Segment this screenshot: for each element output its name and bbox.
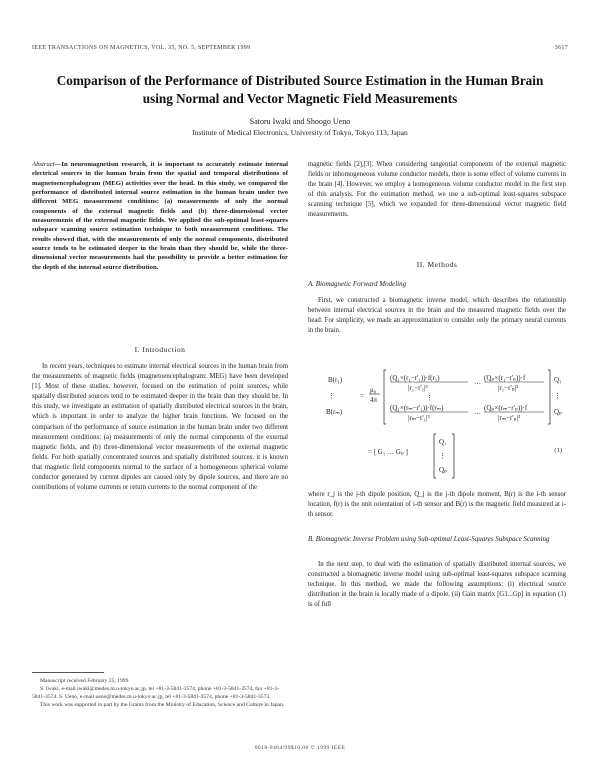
footnote-rule <box>32 672 288 673</box>
intro-heading: I. Introduction <box>134 345 186 354</box>
methods-heading: II. Methods <box>416 260 458 269</box>
equation-graphic <box>308 362 566 484</box>
paper-title: Comparison of the Performance of Distributed Source Estimation in the Human Brain using Normal and Vector Magnetic Field Measurements <box>56 73 544 106</box>
svg-text:|r₁−r'ₚ|³: |r₁−r'ₚ|³ <box>498 384 519 392</box>
svg-text:…: … <box>474 378 481 386</box>
svg-text:B(rₘ): B(rₘ) <box>326 408 343 416</box>
footnote-contact: S. Iwaki, e-mail iwaki@medes.m.u-tokyo.ac.jp, tel +81-3-5841-3574, phone +81-3-5841-3574, fax +81-3-5841-3574. S. Ueno, e-mail ueno@medes.m.u-tokyo.ac.jp, tel +81-3-5841-3574, phone +81-3-5841-3573. <box>32 686 279 701</box>
svg-text:…: … <box>474 408 481 416</box>
subsection-b-paragraph: In the next step, to deal with the estimation of spatially distributed internal sources, we constructed a biomagnetic inverse model using sub-optimal least-squares subspace scanning technique. In this method, we made the following assumptions: (i) electrical source distribution in the brain is locally made of a dipole, (ii) Gain matrix [G1...Gp] in equation (1) is of full <box>308 561 566 609</box>
intro-continued <box>308 160 566 221</box>
svg-text:⋮: ⋮ <box>439 452 446 460</box>
affiliation: Institute of Medical Electronics, University of Tokyo, Tokyo 113, Japan <box>192 128 408 137</box>
intro-continued-paragraph: magnetic fields [2],[3]. When considering tangential components of the external magnetic fields or inhomogeneous volume conductor models, there is some effect of volume currents in the brain [4]. However, we employ a homogeneous volume conductor model in the first step of this analysis. For the estimation method, we use a sub-optimal least-squares subspace scanning technique [5], which we expanded for three-dimensional vector magnetic field measurements. <box>308 161 566 219</box>
svg-text:(Q₁×(r₁−r'₁))·f(r₁): (Q₁×(r₁−r'₁))·f(r₁) <box>390 374 440 382</box>
subsection-a-body <box>308 296 566 336</box>
svg-text:(Qₚ×(r₁−r'ₚ))·f: (Qₚ×(r₁−r'ₚ))·f <box>484 374 526 382</box>
svg-text:Qₚ: Qₚ <box>554 408 563 416</box>
footnotes <box>32 677 288 709</box>
subsection-b-heading: B. Biomagnetic Inverse Problem using Sub-optimal Least-Squares Subspace Scanning <box>308 535 550 543</box>
svg-text:|rₘ−r'₁|³: |rₘ−r'₁|³ <box>408 414 430 422</box>
copyright-footer: 0018-9464/99$10.00 © 1999 IEEE <box>254 745 346 751</box>
subsection-a-paragraph: First, we constructed a biomagnetic inverse model, which describes the relationship between internal electrical sources in the brain and the measured magnetic fields over the head. For simplicity, we made an approximation to consider only the primary neural currents in the brain. <box>308 297 566 335</box>
svg-text:(Q₁×(rₘ−r'₁))·f(rₘ): (Q₁×(rₘ−r'₁))·f(rₘ) <box>390 404 444 412</box>
abstract-lead: Abstract <box>32 161 55 168</box>
svg-text:⋮: ⋮ <box>426 394 433 402</box>
subsection-b-body <box>308 560 566 610</box>
svg-text:B(r₁): B(r₁) <box>328 376 343 384</box>
svg-text:|r₁−r'₁|³: |r₁−r'₁|³ <box>408 384 428 392</box>
intro-body <box>32 362 288 493</box>
running-header <box>32 45 568 57</box>
svg-text:Q₁: Q₁ <box>554 376 562 384</box>
journal-citation: IEEE TRANSACTIONS ON MAGNETICS, VOL. 35, NO. 5, SEPTEMBER 1999 <box>32 45 251 51</box>
svg-text:Qₚ: Qₚ <box>439 466 448 474</box>
abstract <box>32 160 288 272</box>
equation-number: (1) <box>554 447 562 454</box>
intro-paragraph: In recent years, techniques to estimate internal electrical sources in the human brain from the measurements of magnetic fields (magnetoencephalogram: MEG) have been developed [1]. Most of these studies, however, focused on the estimation of point sources, while spatially distributed sources tend to be estimated deeper in the brain than they should be. In this study, we investigate an estimation of spatially distributed electrical sources in the brain, which is important in order to analyze the higher brain functions. We focused on the comparison of the performance of source estimation in the human brain under two different measurement conditions: (a) measurements of only the normal components of the external magnetic fields, and (b) three-dimensional vector measurements of the external magnetic fields. For both spatially concentrated sources and spatially distributed sources, it is known that magnetic field components normal to the surface of a homogeneous spherical volume conductor generated by current dipoles are caused only by dipole sources, and there are no contributions of volume currents or return currents to the normal component of the <box>32 363 288 492</box>
svg-text:⋮: ⋮ <box>554 392 561 400</box>
authors: Satoru Iwaki and Shoogo Ueno <box>249 117 351 126</box>
svg-text:Q₁: Q₁ <box>439 438 447 446</box>
subsection-a-heading: A. Biomagnetic Forward Modeling <box>308 280 407 288</box>
equation-explanation-text: where r_j is the j-th dipole position, Q_j is the j-th dipole moment, B(r) is the i-th sensor location, f(r) is the unit orientation of i-th sensor and B(r) is the magnetic field measured at i-th sensor. <box>308 491 566 519</box>
equation-explanation <box>308 490 566 520</box>
page-number: 3617 <box>554 45 568 51</box>
svg-text:⋮: ⋮ <box>328 392 335 400</box>
svg-text:= [ G₁ … Gₚ ]: = [ G₁ … Gₚ ] <box>368 448 408 456</box>
svg-text:|rₘ−r'ₚ|³: |rₘ−r'ₚ|³ <box>498 414 521 422</box>
footnote-support: This work was supported in part by the Grants from the Ministry of Education, Science and Culture in Japan. <box>40 702 285 709</box>
abstract-text: —In neuromagnetism research, it is important to accurately estimate internal electrical sources in the human brain from the spatial and temporal distributions of magnetoencephalogram (MEG) activities over the head. In this study, we compared the performance of distributed internal source estimation in the human brain under two different MEG measurement conditions: (a) measurements of only the normal components of the external magnetic fields and (b) three-dimensional vector measurements of the external magnetic fields. We applied the sub-optimal least-squares subspace scanning source estimation technique to both measurement conditions. The results showed that, with the measurements of only the normal components, distributed source tends to be estimated deeper in the brain than they should be, while the three-dimensional vector measurements had the possibility to provide a better estimation for the depth of the internal source distribution. <box>32 161 288 271</box>
svg-text:=: = <box>360 392 364 400</box>
svg-text:(Qₚ×(rₘ−r'ₚ))·f: (Qₚ×(rₘ−r'ₚ))·f <box>484 404 528 412</box>
equation-1 <box>308 362 566 484</box>
svg-text:μ₀: μ₀ <box>370 386 377 394</box>
svg-text:4π: 4π <box>370 396 378 404</box>
footnote-received: Manuscript received February 25, 1999. <box>40 678 130 684</box>
